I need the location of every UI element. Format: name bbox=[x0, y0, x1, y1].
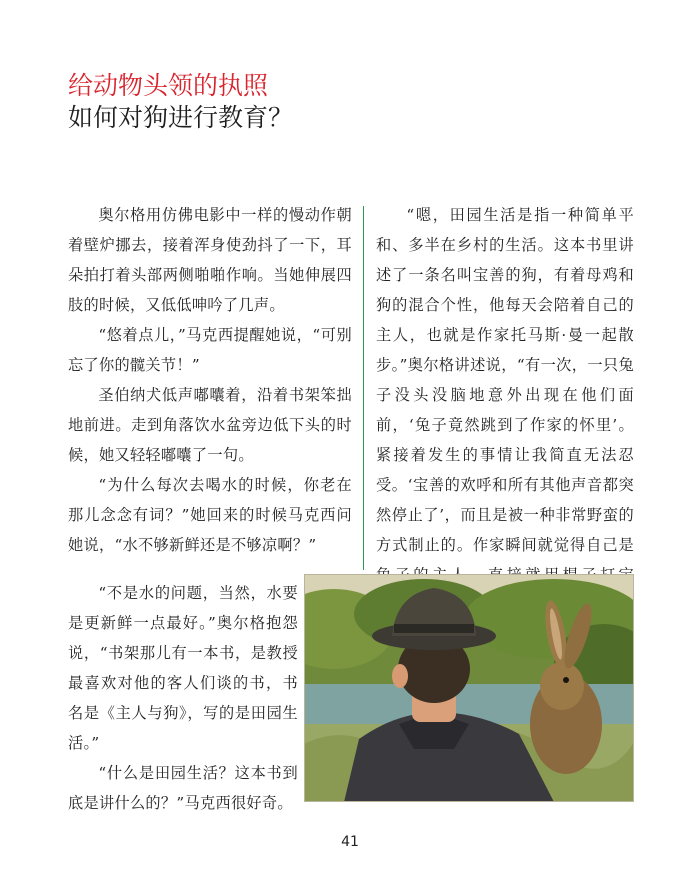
paragraph: “不是水的问题，当然，水要是更新鲜一点最好。”奥尔格抱怨说，“书架那儿有一本书，是教授最喜欢对他的客人们谈的书，书名是《主人与狗》，写的是田园生活。” bbox=[68, 584, 298, 752]
paragraph: “为什么每次去喝水的时候，你老在那儿念念有词？”她回来的时候马克西问她说，“水不够新鲜还是不够凉啊？” bbox=[68, 476, 352, 554]
right-column bbox=[376, 200, 634, 620]
left-column-lower bbox=[68, 578, 298, 818]
paragraph: 圣伯纳犬低声嘟囔着，沿着书架笨拙地前进。走到角落饮水盆旁边低下头的时候，她又轻轻嘟囔了一句。 bbox=[68, 386, 352, 464]
paragraph: “悠着点儿，”马克西提醒她说，“可别忘了你的髋关节！” bbox=[68, 326, 352, 374]
paragraph: “嗯，田园生活是指一种简单平和、多半在乡村的生活。这本书里讲述了一条名叫宝善的狗，有着母鸡和狗的混合个性，他每天会陪着自己的主人，也就是作家托马斯·曼一起散步。”奥尔格讲述说，“有一次，一只兔子没头没脑地意外出现在他们面前，‘兔子竟然跳到了作家的怀里’。紧接着发生的事情让我简直无法忍受。‘宝善的欢呼和所有其他声音都突然停止了’，而且是被一种非常野蛮的方式制止的。作家瞬间就觉得自己是 bbox=[376, 206, 634, 554]
chapter-subtitle: 如何对狗进行教育？ bbox=[68, 103, 294, 132]
chapter-heading bbox=[68, 70, 293, 134]
page-number: 41 bbox=[341, 834, 359, 850]
paragraph: 奥尔格用仿佛电影中一样的慢动作朝着壁炉挪去，接着浑身使劲抖了一下，耳朵拍打着头部两侧啪啪作响。当她伸展四肢的时候，又低低呻吟了几声。 bbox=[68, 206, 352, 314]
left-column bbox=[68, 200, 352, 560]
column-divider bbox=[363, 206, 364, 570]
paragraph: “什么是田园生活？这本书到底是讲什么的？”马克西很好奇。 bbox=[68, 764, 298, 812]
chapter-title: 给动物头领的执照 bbox=[68, 71, 269, 100]
man-and-hare-illustration bbox=[304, 574, 634, 802]
